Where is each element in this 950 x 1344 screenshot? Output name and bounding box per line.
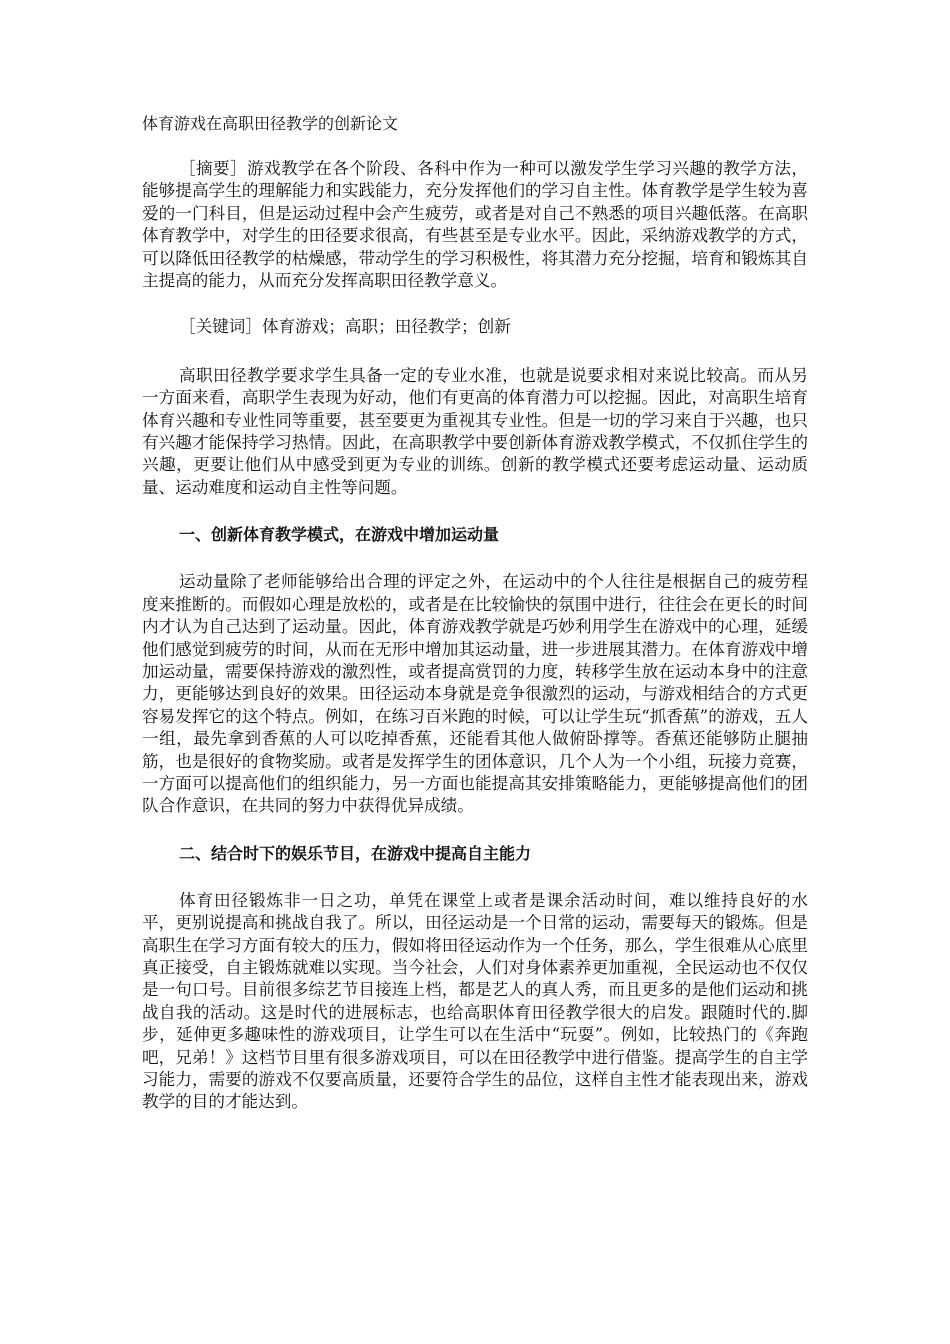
keywords-paragraph bbox=[142, 316, 808, 338]
intro-paragraph: 高职田径教学要求学生具备一定的专业水准，也就是说要求相对来说比较高。而从另一方面来看，高职学生表现为好动，他们有更高的体育潜力可以挖掘。因此，对高职生培育体育兴趣和专业性同等重要，甚至要更为重视其专业性。但是一切的学习来自于兴趣，也只有兴趣才能保持学习热情。因此，在高职教学中要创新体育游戏教学模式，不仅抓住学生的兴趣，更要让他们从中感受到更为专业的训练。创新的教学模式还要考虑运动量、运动质量、运动难度和运动自主性等问题。 bbox=[142, 365, 808, 497]
section-2-paragraph: 体育田径锻炼非一日之功，单凭在课堂上或者是课余活动时间，难以维持良好的水平，更别说提高和挑战自我了。所以，田径运动是一个日常的运动，需要每天的锻炼。但是高职生在学习方面有较大的压力，假如将田径运动作为一个任务，那么，学生很难从心底里真正接受，自主锻炼就难以实现。当今社会，人们对身体素养更加重视，全民运动也不仅仅是一句口号。目前很多综艺节目接连上档，都是艺人的真人秀，而且更多的是他们运动和挑战自我的活动。这是时代的进展标志，也给高职体育田径教学很大的启发。跟随时代的.脚步，延伸更多趣味性的游戏项目，让学生可以在生活中“玩耍”。例如，比较热门的《奔跑吧，兄弟！》这档节目里有很多游戏项目，可以在田径教学中进行借鉴。提高学生的自主学习能力，需要的游戏不仅要高质量，还要符合学生的品位，这样自主性才能表现出来，游戏教学的目的才能达到。 bbox=[142, 890, 808, 1112]
document-title: 体育游戏在高职田径教学的创新论文 bbox=[142, 114, 399, 133]
section-1-heading: 一、创新体育教学模式，在游戏中增加运动量 bbox=[179, 525, 500, 545]
document-page bbox=[142, 112, 808, 1138]
abstract-paragraph bbox=[142, 158, 808, 292]
keywords-label: ［关键词］ bbox=[179, 317, 262, 337]
section-2-heading: 二、结合时下的娱乐节目，在游戏中提高自主能力 bbox=[179, 843, 532, 863]
abstract-text: 游戏教学在各个阶段、各科中作为一种可以激发学生学习兴趣的教学方法，能够提高学生的理解能力和实践能力，充分发挥他们的学习自主性。体育教学是学生较为喜爱的一门科目，但是运动过程中会产生疲劳，或者是对自己不熟悉的项目兴趣低落。在高职体育教学中，对学生的田径要求很高，有些甚至是专业水平。因此，采纳游戏教学的方式，可以降低田径教学的枯燥感，带动学生的学习积极性，将其潜力充分挖掘，培育和锻炼其自主提高的能力，从而充分发挥高职田径教学意义。 bbox=[142, 159, 808, 291]
section-1-paragraph: 运动量除了老师能够给出合理的评定之外，在运动中的个人往往是根据自己的疲劳程度来推断的。而假如心理是放松的，或者是在比较愉快的氛围中进行，往往会在更长的时间内才认为自己达到了运动量。因此，体育游戏教学就是巧妙利用学生在游戏中的心理，延缓他们感觉到疲劳的时间，从而在无形中增加其运动量，进一步进展其潜力。在体育游戏中增加运动量，需要保持游戏的激烈性，或者提高赏罚的力度，转移学生放在运动本身中的注意力，更能够达到良好的效果。田径运动本身就是竞争很激烈的运动，与游戏相结合的方式更容易发挥它的这个特点。例如，在练习百米跑的时候，可以让学生玩“抓香蕉”的游戏，五人一组，最先拿到香蕉的人可以吃掉香蕉，还能看其他人做俯卧撑等。香蕉还能够防止腿抽筋，也是很好的食物奖励。或者是发挥学生的团体意识，几个人为一个小组，玩接力竞赛，一方面可以提高他们的组织能力，另一方面也能提高其安排策略能力，更能够提高他们的团队合作意识，在共同的努力中获得优异成绩。 bbox=[142, 572, 808, 816]
keywords-text: 体育游戏；高职；田径教学；创新 bbox=[261, 317, 511, 337]
abstract-label: ［摘要］ bbox=[179, 159, 248, 178]
